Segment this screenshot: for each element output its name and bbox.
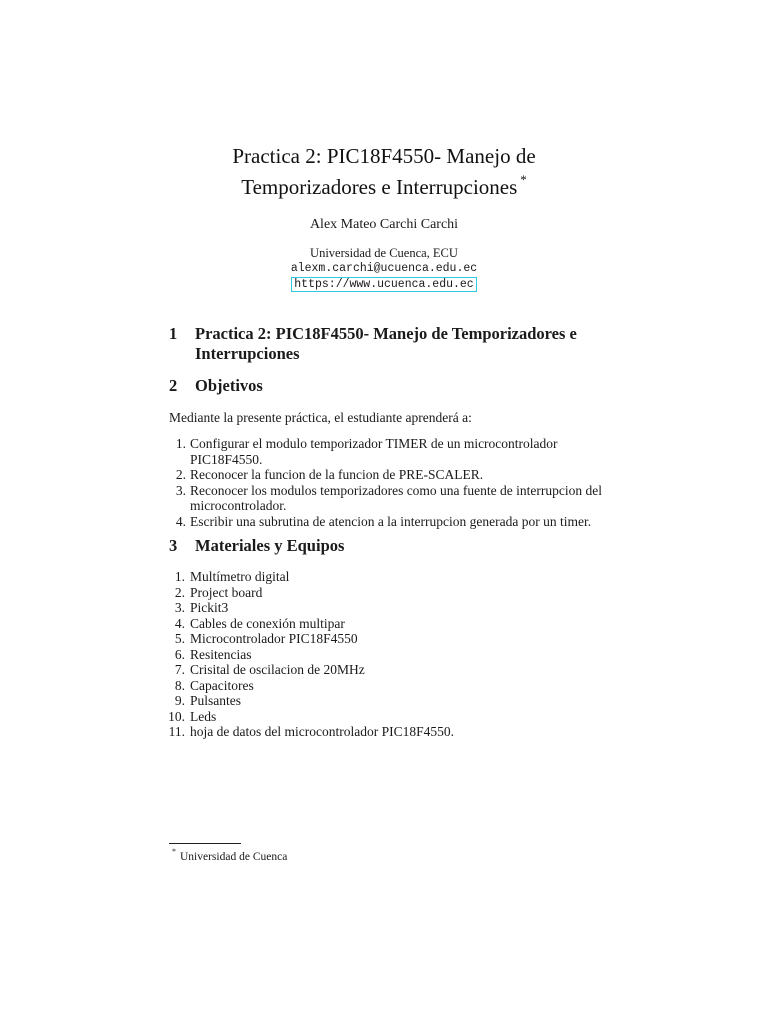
- objectives-intro: Mediante la presente práctica, el estudiante aprenderá a:: [169, 410, 472, 425]
- title-line-2: Temporizadores e Interrupciones: [241, 175, 518, 199]
- author-name: Alex Mateo Carchi Carchi: [309, 217, 459, 232]
- section-3-heading: [169, 536, 609, 556]
- title-footnote-mark: *: [520, 172, 527, 187]
- title-block: [0, 143, 768, 200]
- section-number: 2: [169, 376, 178, 395]
- section-title: Materiales y Equipos: [195, 536, 345, 555]
- list-item: 2. Reconocer la funcion de la funcion de PRE-SCALER.: [175, 467, 484, 482]
- list-item: 1. Configurar el modulo temporizador TIMER de un microcontrolador PIC18F4550.: [175, 436, 558, 467]
- footnote: [172, 846, 287, 864]
- objectives-list: [169, 436, 609, 529]
- list-item: 11. hoja de datos del microcontrolador PIC18F4550.: [168, 724, 454, 739]
- institution: Universidad de Cuenca, ECU: [310, 246, 458, 260]
- list-item: 5. Microcontrolador PIC18F4550: [174, 631, 358, 646]
- section-2-heading: [169, 376, 609, 396]
- list-item: 2. Project board: [174, 584, 263, 600]
- list-item: 4. Escribir una subrutina de atencion a la interrupcion generada por un timer.: [175, 513, 592, 529]
- list-item: 8. Capacitores: [174, 677, 254, 693]
- list-item: 1. Multímetro digital: [174, 569, 290, 584]
- footnote-text: Universidad de Cuenca: [180, 850, 288, 863]
- title-line-1: Practica 2: PIC18F4550- Manejo de: [232, 144, 536, 168]
- email-address: alexm.carchi@ucuenca.edu.ec: [290, 262, 478, 275]
- section-number: 1: [169, 324, 178, 343]
- list-item: 10. Leds: [168, 708, 217, 724]
- footnote-divider: [169, 843, 241, 844]
- website-link[interactable]: https://www.ucuenca.edu.ec: [291, 277, 476, 292]
- list-item: 9. Pulsantes: [174, 693, 242, 708]
- section-1-heading: [169, 324, 609, 364]
- section-title-line-2: Interrupciones: [195, 344, 300, 363]
- section-title: Objetivos: [195, 376, 263, 395]
- list-item: 4. Cables de conexión multipar: [174, 615, 345, 631]
- section-number: 3: [169, 536, 178, 555]
- footnote-mark: *: [172, 847, 176, 856]
- list-item: 7. Crisital de oscilacion de 20MHz: [174, 662, 365, 677]
- list-item: 6. Resitencias: [174, 646, 252, 662]
- paper-title: [0, 143, 768, 200]
- affiliation-block: [0, 246, 768, 292]
- section-title-line-1: Practica 2: PIC18F4550- Manejo de Temporizadores e: [195, 324, 577, 343]
- materials-list: [169, 569, 609, 740]
- list-item: 3. Pickit3: [174, 600, 229, 615]
- list-item: 3. Reconocer los modulos temporizadores como una fuente de interrupcion del microcontrolador.: [175, 482, 602, 513]
